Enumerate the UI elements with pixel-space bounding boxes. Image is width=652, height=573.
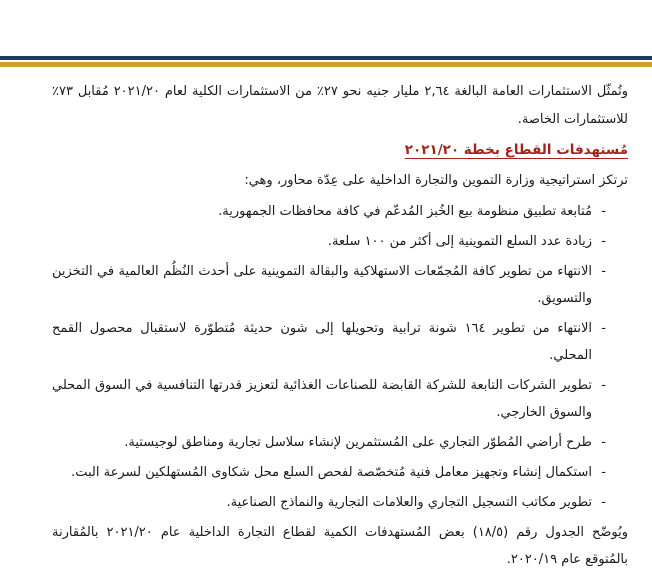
list-item [52,315,628,369]
list-item [52,489,628,516]
bullet-dash-icon: - [601,234,606,249]
list-item-text: تطوير الشركات التابعة للشركة القابضة للصناعات الغذائية لتعزيز قدرتها التنافسية في السوق المحلي والسوق الخارجي. [52,378,592,420]
list-item [52,459,628,486]
list-item-text: زيادة عدد السلع التموينية إلى أكثر من ١٠٠ سلعة. [327,234,592,249]
bullet-dash-icon: - [601,465,606,480]
list-item-text: طرح أراضي المُطوّر التجاري على المُستثمرين لإنشاء سلاسل تجارية ومناطق لوجيستية. [124,435,592,450]
list-item [52,198,628,225]
bullet-dash-icon: - [601,321,606,336]
list-item-text: مُتابعة تطبيق منظومة بيع الخُبز المُدعّم في كافة محافظات الجمهورية. [218,204,592,219]
document-body [52,78,628,573]
strategy-intro: ترتكز استراتيجية وزارة التموين والتجارة الداخلية على عِدّة محاور، وهي: [244,173,628,188]
header-gold-line [0,62,652,67]
list-item [52,258,628,312]
header-rule [0,56,652,70]
table-reference-paragraph: ويُوضّح الجدول رقم (١٨/٥) بعض المُستهدفات الكمية لقطاع التجارة الداخلية عام ٢٠٢١/٢٠ بالمُقارنة بالمُتوقع عام ٢٠٢٠/١٩. [52,525,629,567]
bullet-dash-icon: - [601,264,606,279]
list-item-text: تطوير مكاتب التسجيل التجاري والعلامات التجارية والنماذج الصناعية. [226,495,592,510]
bullet-dash-icon: - [601,204,606,219]
bullet-dash-icon: - [601,378,606,393]
list-item-text: الانتهاء من تطوير كافة المُجمّعات الاستهلاكية والبقالة التموينية على أحدث النُظُم العالمية في التخزين والتسويق. [52,264,592,306]
list-item [52,372,628,426]
investment-paragraph: وتُمثّل الاستثمارات العامة البالغة ٢,٦٤ مليار جنيه نحو ٢٧٪ من الاستثمارات الكلية لعام ٢٠٢١/٢٠ مُقابل ٧٣٪ للاستثمارات الخاصة. [52,84,628,127]
section-heading: مُستهدفات القطاع بخطة ٢٠٢١/٢٠ [404,142,628,158]
header-navy-line [0,56,652,60]
list-item [52,429,628,456]
bullet-dash-icon: - [601,435,606,450]
bullet-dash-icon: - [601,495,606,510]
strategy-list [52,198,628,516]
list-item-text: استكمال إنشاء وتجهيز معامل فنية مُتخصّصة لفحص السلع محل شكاوى المُستهلكين لسرعة البت. [71,465,592,480]
list-item [52,228,628,255]
list-item-text: الانتهاء من تطوير ١٦٤ شونة ترابية وتحويلها إلى شون حديثة مُتطوّرة لاستقبال محصول القمح المحلي. [52,321,592,363]
